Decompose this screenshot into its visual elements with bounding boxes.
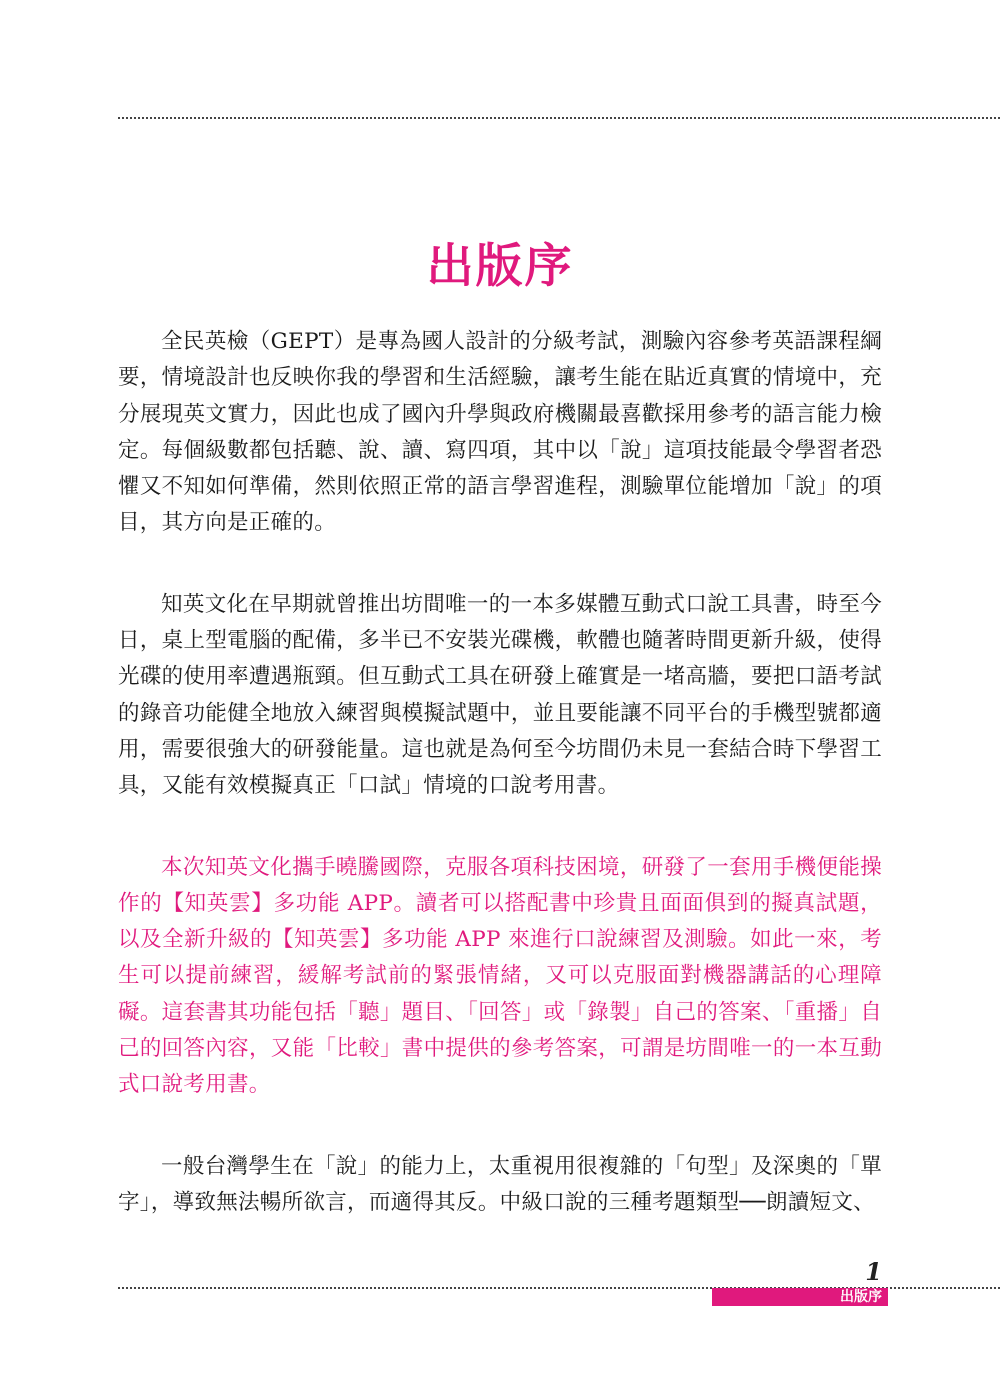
body-text [118,324,882,1266]
section-tab: 出版序 [712,1288,888,1306]
paragraph-2: 知英文化在早期就曾推出坊間唯一的一本多媒體互動式口說工具書，時至今日，桌上型電腦的配備，多半已不安裝光碟機，軟體也隨著時間更新升級，使得光碟的使用率遭遇瓶頸。但互動式工具在研發上確實是一堵高牆，要把口語考試的錄音功能健全地放入練習與模擬試題中，並且要能讓不同平台的手機型號都適用，需要很強大的研發能量。這也就是為何至今坊間仍未見一套結合時下學習工具，又能有效模擬真正「口試」情境的口說考用書。 [118,591,882,799]
paragraph-4: 一般台灣學生在「說」的能力上，太重視用很複雜的「句型」及深奧的「單字」，導致無法暢所欲言，而適得其反。中級口說的三種考題類型──朗讀短文、 [118,1153,882,1215]
top-dotted-rule [118,117,1000,119]
page-number: 1 [865,1257,882,1286]
page-title: 出版序 [426,239,574,295]
paragraph-1: 全民英檢（GEPT）是專為國人設計的分級考試，測驗內容參考英語課程綱要，情境設計也反映你我的學習和生活經驗，讓考生能在貼近真實的情境中，充分展現英文實力，因此也成了國內升學與政府機關最喜歡採用參考的語言能力檢定。每個級數都包括聽、說、讀、寫四項，其中以「說」這項技能最令學習者恐懼又不知如何準備，然則依照正常的語言學習進程，測驗單位能增加「說」的項目，其方向是正確的。 [118,329,882,536]
paragraph-3-highlighted: 本次知英文化攜手曉騰國際，克服各項科技困境，研發了一套用手機便能操作的【知英雲】多功能 APP。讀者可以搭配書中珍貴且面面俱到的擬真試題，以及全新升級的【知英雲】多功能 APP 來進行口說練習及測驗。如此一來，考生可以提前練習，緩解考試前的緊張情緒，又可以克服面對機器講話的心理障礙。這套書其功能包括「聽」題目、「回答」或「錄製」自己的答案、「重播」自己的回答內容，又能「比較」書中提供的參考答案，可謂是坊間唯一的一本互動式口說考用書。 [118,854,882,1098]
